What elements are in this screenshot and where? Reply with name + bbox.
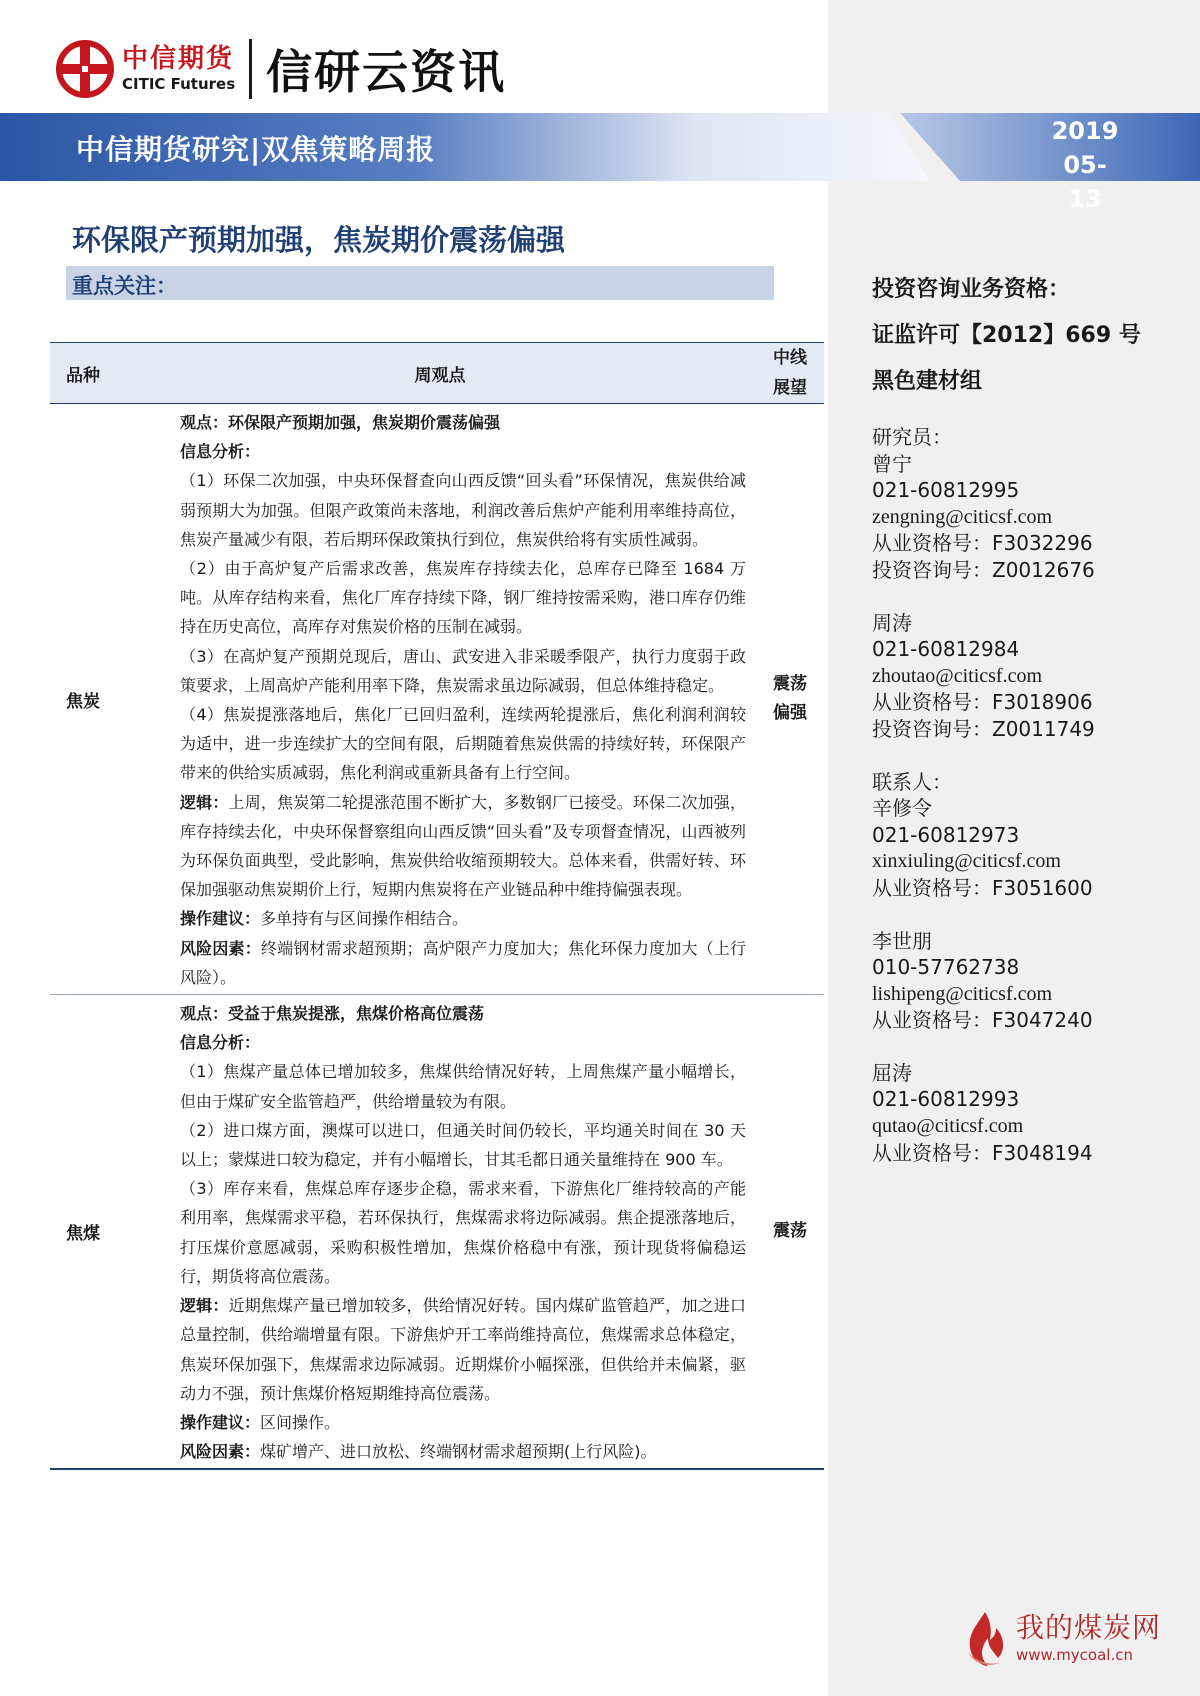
view-paragraph	[180, 554, 746, 642]
paragraph-label: 风险因素：	[180, 938, 261, 958]
paragraph-label: 观点：	[180, 413, 229, 432]
header-outlook-line2: 展望	[773, 378, 807, 398]
researcher-advisory-number: 投资咨询号：Z0011749	[872, 716, 1095, 741]
flame-logo-icon	[958, 1608, 1012, 1668]
researcher-name: 周涛	[872, 610, 912, 635]
paragraph-text: 上周，焦炭第二轮提涨范围不断扩大，多数钢厂已接受。环保二次加强，库存持续去化，中央环保督察组向山西反馈“回头看”及专项督查情况，山西被列为环保负面典型，受此影响，焦炭供给收缩预期较大。总体来看，供需好转、环保加强驱动焦炭期价上行，短期内焦炭将在产业链品种中维持偏强表现。	[180, 792, 746, 900]
researcher-practice-number: 从业资格号：F3032296	[872, 531, 1093, 556]
contact-gap	[872, 584, 1192, 610]
view-paragraph	[180, 934, 746, 992]
contact-phone: 021-60812973	[872, 822, 1020, 847]
contacts-list	[872, 424, 1192, 1166]
paragraph-text: 受益于焦炭提涨，焦煤价格高位震荡	[228, 1004, 485, 1024]
outlook-text: 震荡	[773, 674, 807, 695]
report-date-day: 05-13	[1063, 151, 1107, 213]
researcher-email: zengning@citicsf.com	[872, 505, 1053, 528]
view-paragraph	[180, 999, 746, 1028]
researcher-practice-number: 从业资格号：F3018906	[872, 690, 1093, 715]
paragraph-label: 逻辑：	[180, 1296, 229, 1316]
researcher-advisory-number: 投资咨询号：Z0012676	[872, 557, 1095, 582]
view-paragraph	[180, 408, 746, 437]
header-view: 周观点	[414, 365, 466, 386]
table-row	[50, 404, 824, 995]
row-view	[124, 404, 756, 995]
watermark	[958, 1608, 1161, 1668]
table-row	[50, 995, 824, 1470]
paragraph-label: 操作建议：	[180, 1412, 261, 1432]
paragraph-text: （3）在高炉复产预期兑现后，唐山、武安进入非采暖季限产，执行力度弱于政策要求，上周高炉产能利用率下降，焦炭需求虽边际减弱，但总体维持稳定。	[180, 646, 746, 695]
report-date-year: 2019	[1051, 117, 1119, 145]
contact-practice-number: 从业资格号：F3051600	[872, 875, 1093, 900]
view-paragraph	[180, 700, 746, 788]
paragraph-text: 多单持有与区间操作相结合。	[260, 909, 469, 929]
contact-email: lishipeng@citicsf.com	[872, 982, 1053, 1005]
paragraph-text: 终端钢材需求超预期；高炉限产力度加大；焦化环保力度加大（上行风险）。	[180, 938, 746, 987]
view-paragraph	[180, 1174, 746, 1291]
contact-name: 李世朋	[872, 928, 932, 953]
citic-logo-icon	[56, 40, 114, 98]
license-number: 证监许可【2012】669 号	[872, 323, 1141, 348]
paragraph-text: （3）库存来看，焦煤总库存逐步企稳，需求来看，下游焦化厂维持较高的产能利用率，焦煤需求平稳，若环保执行，焦煤需求将边际减弱。焦企提涨落地后，打压煤价意愿减弱，采购积极性增加，焦煤价格稳中有涨，预计现货将偏稳运行，期货将高位震荡。	[180, 1179, 746, 1286]
row-view	[124, 995, 756, 1470]
contact-gap	[872, 1034, 1192, 1060]
view-paragraph	[180, 1116, 746, 1174]
watermark-url: www.mycoal.cn	[1016, 1646, 1133, 1664]
outlook-text: 偏强	[773, 703, 807, 724]
paragraph-label: 观点：	[180, 1004, 229, 1024]
weekly-view-table	[50, 342, 824, 1470]
view-paragraph	[180, 1057, 746, 1115]
row-outlook	[756, 995, 824, 1470]
contact-email: qutao@citicsf.com	[872, 1115, 1024, 1138]
contact-practice-number: 从业资格号：F3048194	[872, 1140, 1093, 1165]
view-paragraph	[180, 1408, 746, 1437]
header-outlook-line1: 中线	[773, 348, 807, 368]
qualification-heading: 投资咨询业务资格：	[872, 277, 1071, 302]
contact-gap	[872, 902, 1192, 928]
contact-name: 屈涛	[872, 1060, 912, 1085]
view-paragraph	[180, 437, 746, 466]
paragraph-text: 近期焦煤产量已增加较多，供给情况好转。国内煤矿监管趋严，加之进口总量控制，供给端增量有限。下游焦炉开工率尚维持高位，焦煤需求总体稳定，焦炭环保加强下，焦煤需求边际减弱。近期煤价小幅探涨，但供给并未偏紧，驱动力不强，预计焦煤价格短期维持高位震荡。	[180, 1296, 746, 1403]
report-title: 环保限产预期加强，焦炭期价震荡偏强	[72, 223, 566, 257]
paragraph-label: 信息分析：	[180, 442, 261, 462]
researcher-name: 曾宁	[872, 451, 912, 476]
header-outlook	[756, 343, 824, 404]
contact-gap	[872, 743, 1192, 769]
table-header-row	[50, 343, 824, 404]
paragraph-label: 逻辑：	[180, 792, 229, 812]
paragraph-label: 信息分析：	[180, 1033, 261, 1053]
researcher-email: zhoutao@citicsf.com	[872, 664, 1043, 687]
researcher-label: 研究员：	[872, 425, 952, 449]
logo-divider	[249, 39, 252, 99]
view-paragraph	[180, 466, 746, 554]
paragraph-text: （1）焦煤产量总体已增加较多，焦煤供给情况好转，上周焦煤产量小幅增长，但由于煤矿安全监管趋严，供给增量较为有限。	[180, 1062, 746, 1111]
contact-name: 辛修令	[872, 796, 932, 821]
paragraph-text: 区间操作。	[260, 1412, 341, 1432]
researcher-phone: 021-60812995	[872, 478, 1020, 503]
view-paragraph	[180, 904, 746, 933]
view-paragraph	[180, 1437, 746, 1466]
contact-practice-number: 从业资格号：F3047240	[872, 1008, 1093, 1033]
logo-english-name: CITIC Futures	[122, 75, 236, 93]
row-category: 焦炭	[66, 691, 100, 712]
brand-title: 信研云资讯	[266, 45, 507, 99]
paragraph-label: 操作建议：	[180, 909, 261, 929]
report-date	[1050, 114, 1120, 216]
focus-label: 重点关注：	[72, 274, 177, 298]
view-paragraph	[180, 1028, 746, 1057]
row-category: 焦煤	[66, 1224, 100, 1245]
banner-title: 中信期货研究|双焦策略周报	[76, 133, 436, 166]
row-outlook	[756, 404, 824, 995]
header-logo	[56, 36, 506, 102]
view-paragraph	[180, 788, 746, 905]
paragraph-text: 煤矿增产、进口放松、终端钢材需求超预期(上行风险)。	[260, 1442, 657, 1462]
paragraph-text: （2）进口煤方面，澳煤可以进口，但通关时间仍较长，平均通关时间在 30 天以上；蒙煤进口较为稳定，并有小幅增长，甘其毛都日通关量维持在 900 车。	[180, 1120, 746, 1170]
research-group: 黑色建材组	[872, 369, 983, 394]
outlook-text: 震荡	[773, 1221, 807, 1242]
view-paragraph	[180, 642, 746, 700]
paragraph-text: （1）环保二次加强，中央环保督查向山西反馈“回头看”环保情况，焦炭供给减弱预期大为加强。但限产政策尚未落地，利润改善后焦炉产能利用率维持高位，焦炭产量减少有限，若后期环保政策执行到位，焦炭供给将有实质性减弱。	[180, 471, 746, 549]
view-paragraph	[180, 1291, 746, 1408]
watermark-name: 我的煤炭网	[1016, 1611, 1162, 1644]
paragraph-label: 风险因素：	[180, 1442, 261, 1462]
header-category: 品种	[66, 365, 100, 386]
paragraph-text: （2）由于高炉复产后需求改善，焦炭库存持续去化，总库存已降至 1684 万吨。从库存结构来看，焦化厂库存持续下降，钢厂维持按需采购，港口库存仍维持在历史高位，高库存对焦炭价格的压制在减弱。	[180, 559, 746, 637]
contact-phone: 010-57762738	[872, 955, 1020, 980]
logo-chinese-name: 中信期货	[122, 44, 235, 74]
contact-phone: 021-60812993	[872, 1087, 1020, 1112]
paragraph-text: 环保限产预期加强，焦炭期价震荡偏强	[228, 413, 501, 432]
contact-email: xinxiuling@citicsf.com	[872, 850, 1061, 873]
paragraph-text: （4）焦炭提涨落地后，焦化厂已回归盈利，连续两轮提涨后，焦化利润利润较为适中，进一步连续扩大的空间有限，后期随着焦炭供需的持续好转，环保限产带来的供给实质减弱，焦化利润或重新具备有上行空间。	[180, 705, 746, 783]
contact-label: 联系人：	[872, 769, 952, 794]
researcher-phone: 021-60812984	[872, 637, 1020, 662]
